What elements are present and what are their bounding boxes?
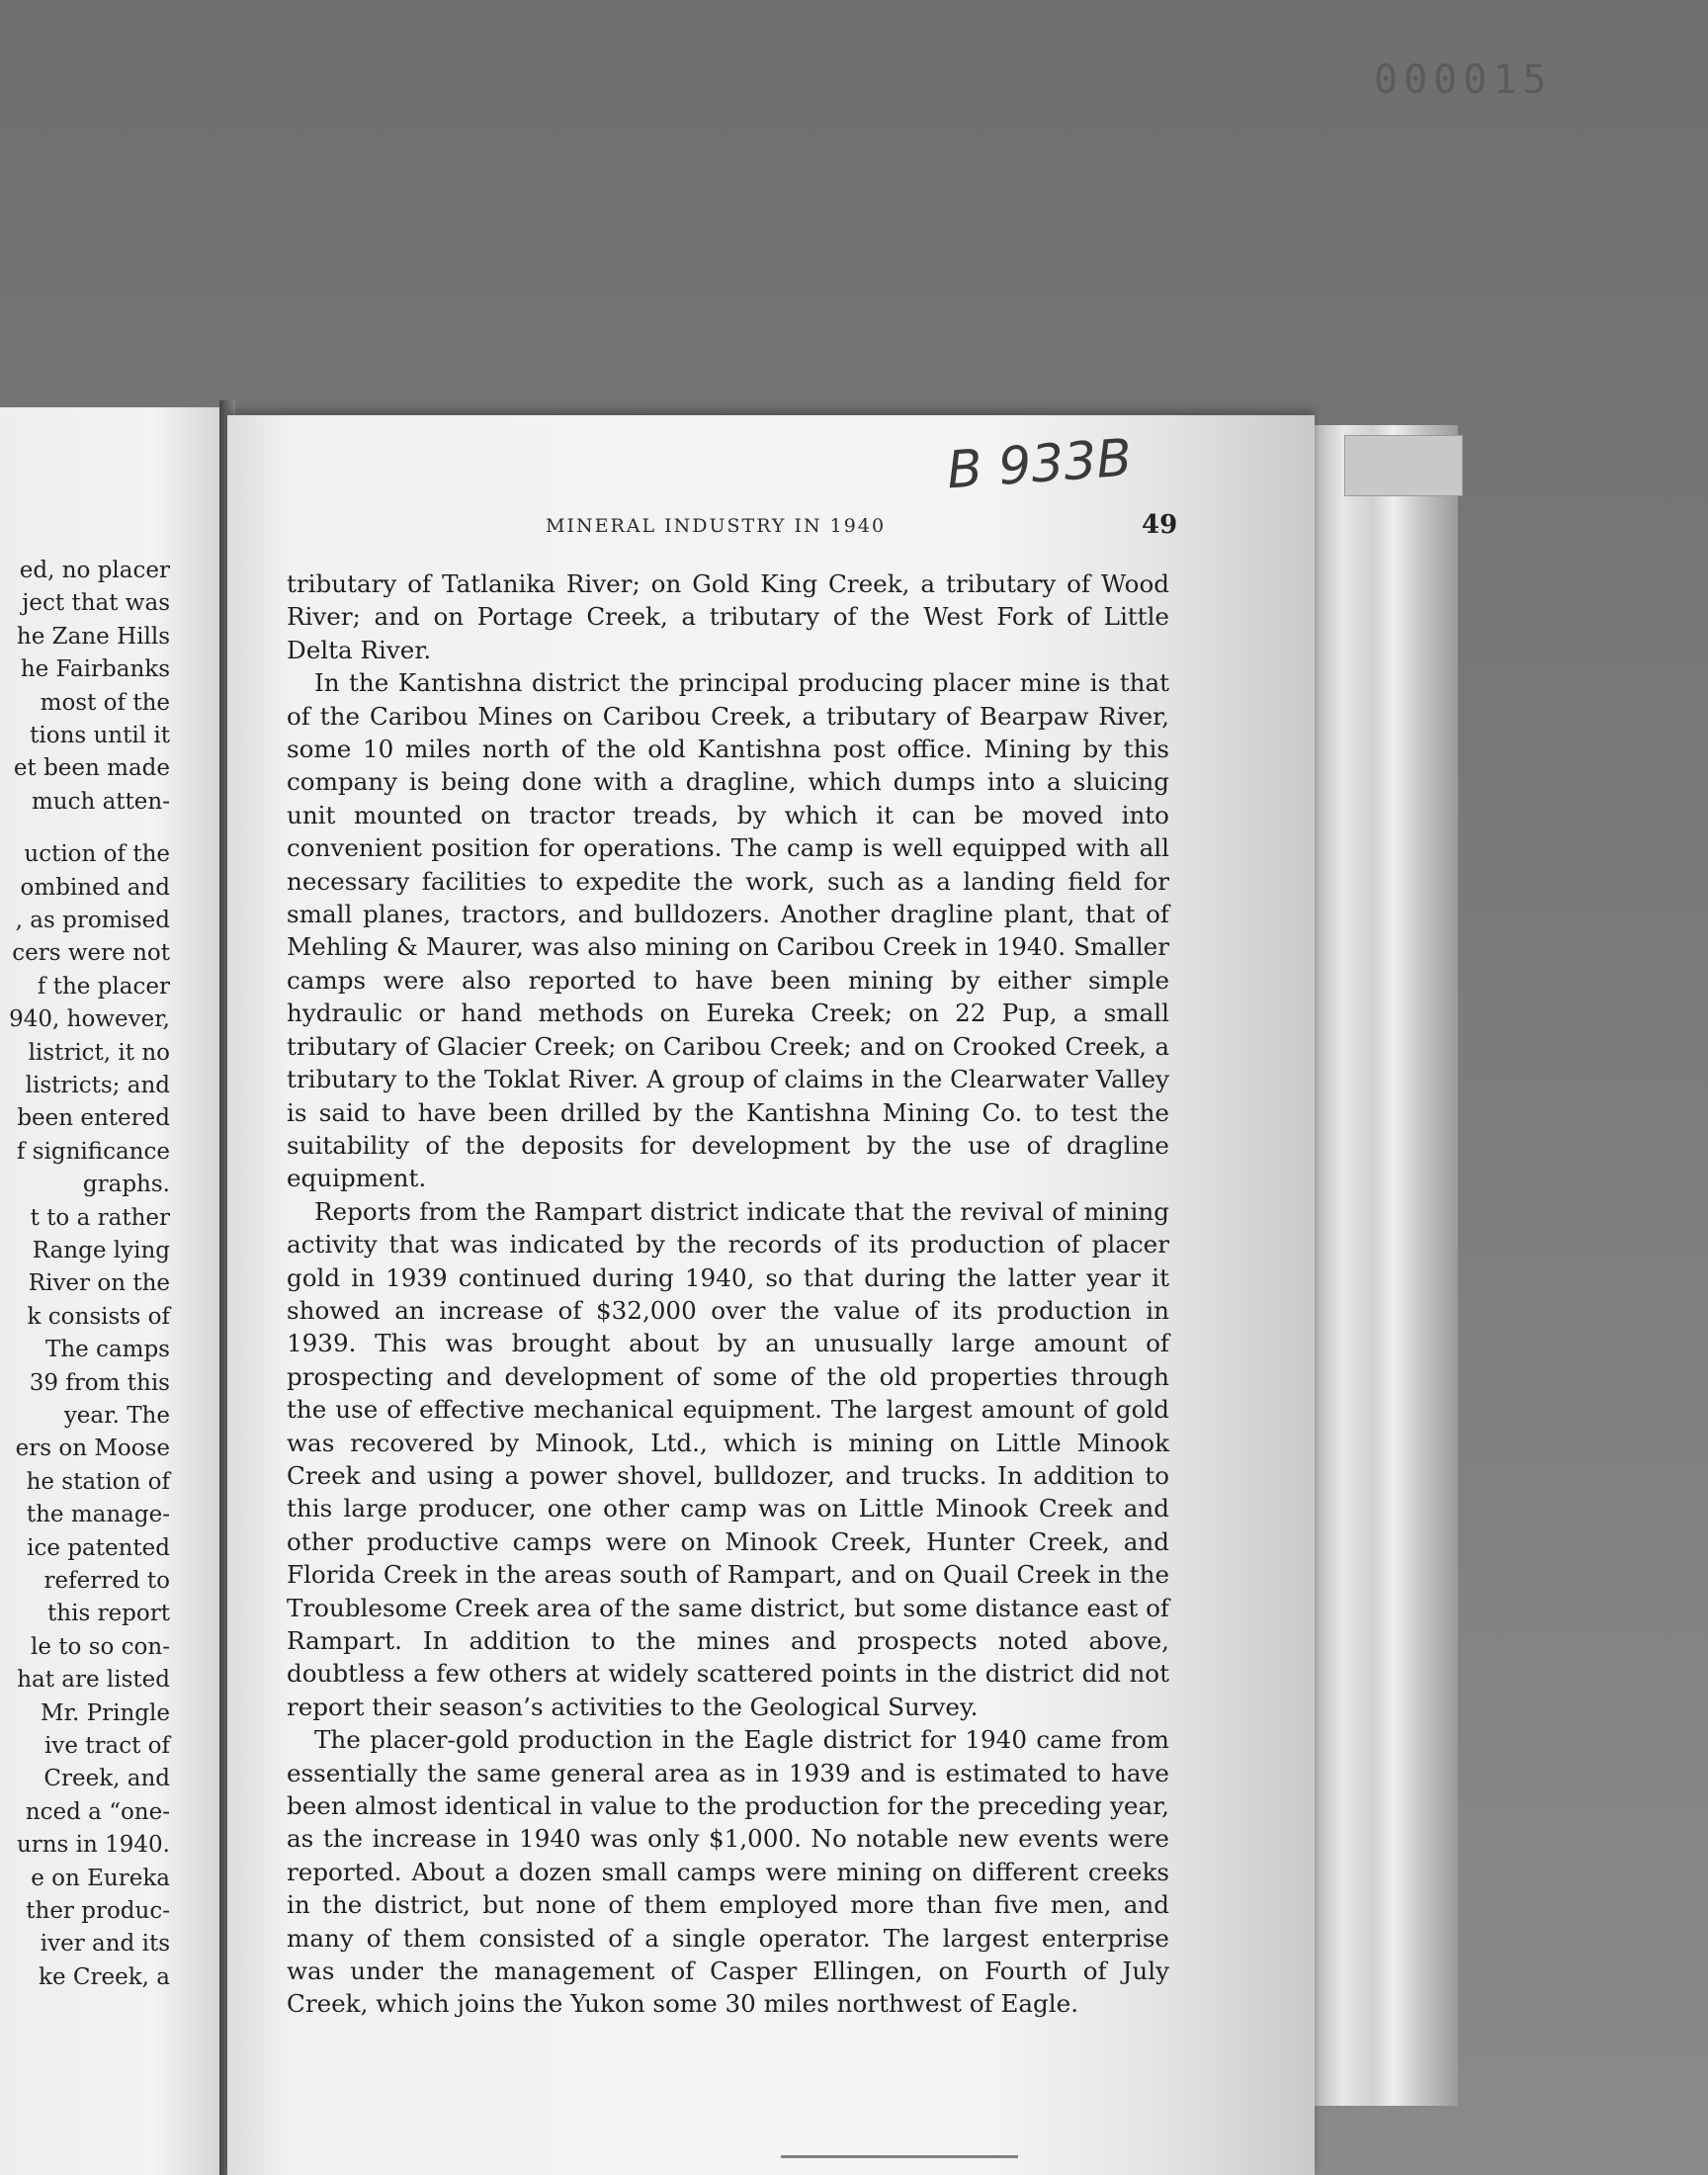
left-page-line: year. The	[63, 1403, 170, 1429]
document-stamp-number: 000015	[1374, 57, 1553, 103]
left-page-line: he Zane Hills	[16, 623, 170, 650]
paragraph: Reports from the Rampart district indicate that the revival of mining activity that was indicated by the records of its production of placer gold in 1939 continued during 1940, so that during the latter year it showed an increase of $32,000 over the value of its production in 1939. This was brought about by an unusually large amount of prospecting and development of some of the old properties through the use of effective mechanical equipment. The largest amount of gold was recovered by Minook, Ltd., which is mining on Little Minook Creek and using a power shovel, bulldozer, and trucks. In addition to this large producer, one other camp was on Little Minook Creek and other productive camps were on Minook Creek, Hunter Creek, and Florida Creek in the areas south of Rampart, and on Quail Creek in the Troublesome Creek area of the same district, but some distance east of Rampart. In addition to the mines and prospects noted above, doubtless a few others at widely scattered points in the district did not report their season’s activities to the Geological Survey.	[287, 1196, 1169, 1721]
left-page-line: f the placer	[37, 973, 170, 1000]
bottom-rule	[781, 2155, 1018, 2158]
left-page-line: River on the	[28, 1270, 170, 1297]
left-page-line: le to so con-	[31, 1633, 170, 1660]
page-edges	[1315, 425, 1458, 2106]
handwritten-note: B 933B	[945, 428, 1135, 501]
left-page-line: The camps	[44, 1337, 170, 1363]
left-page-line: most of the	[40, 689, 170, 716]
left-page-line: ed, no placer	[19, 558, 170, 583]
running-head: MINERAL INDUSTRY IN 1940	[546, 515, 887, 537]
left-page-line: ers on Moose	[15, 1436, 170, 1462]
left-page-line: et been made	[13, 755, 170, 782]
left-page-line: listricts; and	[25, 1073, 170, 1098]
left-page-line: ice patented	[27, 1534, 170, 1561]
page-number: 49	[1142, 510, 1178, 540]
left-page-line: f significance	[16, 1138, 170, 1165]
left-page-line: hat are listed	[17, 1667, 170, 1694]
left-page-line: much atten-	[31, 788, 170, 815]
left-page-line: ombined and	[20, 874, 170, 901]
left-page-line: he station of	[26, 1468, 170, 1495]
page-tab	[1344, 435, 1463, 496]
left-page-line: 39 from this	[29, 1369, 170, 1396]
left-page-line: urns in 1940.	[16, 1832, 170, 1859]
left-page	[0, 407, 223, 2175]
left-page-line: cers were not	[12, 940, 170, 967]
left-page-line: k consists of	[27, 1303, 170, 1330]
left-page-line: t to a rather	[30, 1204, 170, 1231]
left-page-line: he Fairbanks	[20, 656, 170, 683]
left-page-line: listrict, it no	[28, 1039, 170, 1066]
left-page-line: iver and its	[40, 1931, 170, 1958]
left-page-line: Mr. Pringle	[41, 1699, 170, 1726]
left-page-line: referred to	[43, 1568, 170, 1594]
paragraph: tributary of Tatlanika River; on Gold King Creek, a tributary of Wood River; and on Portage Creek, a tributary of the West Fork of Little Delta River.	[287, 569, 1169, 664]
left-page-line: ive tract of	[43, 1733, 170, 1759]
left-page-line: tions until it	[30, 723, 170, 748]
paragraph: In the Kantishna district the principal producing placer mine is that of the Caribou Mines on Caribou Creek, a tributary of Bearpaw River, some 10 miles north of the old Kantishna post office. Mining by this company is being done with a dragline, which dumps into a sluicing unit mounted on tractor treads, by which it can be moved into convenient position for operations. The camp is well equipped with all necessary facilities to expedite the work, such as a landing field for small planes, tractors, and bulldozers. Another dragline plant, that of Mehling & Maurer, was also mining on Caribou Creek in 1940. Smaller camps were also reported to have been mining by either simple hydraulic or hand methods on Eureka Creek; on 22 Pup, a small tributary of Glacier Creek; on Caribou Creek; and on Crooked Creek, a tributary to the Toklat River. A group of claims in the Clearwater Valley is said to have been drilled by the Kantishna Mining Co. to test the suitability of the deposits for development by the use of dragline equipment.	[287, 668, 1169, 1193]
body-text	[287, 567, 1169, 2021]
left-page-line: the manage-	[26, 1502, 170, 1528]
left-page-line: nced a “one-	[25, 1798, 170, 1825]
left-page-line: ject that was	[22, 590, 170, 617]
left-page-line: 940, however,	[9, 1006, 170, 1033]
left-page-line: this report	[47, 1601, 170, 1627]
left-page-line: been entered	[17, 1105, 170, 1132]
left-page-line: ther produc-	[26, 1898, 170, 1924]
left-page-line: ke Creek, a	[39, 1963, 170, 1990]
paragraph: The placer-gold production in the Eagle district for 1940 came from essentially the same general area as in 1939 and is estimated to have been almost identical in value to the production for the preceding year, as the increase in 1940 was only $1,000. No notable new events were reported. About a dozen small camps were mining on different creeks in the district, but none of them employed more than five men, and many of them consisted of a single operator. The largest enterprise was under the management of Casper Ellingen, on Fourth of July Creek, which joins the Yukon some 30 miles northwest of Eagle.	[287, 1725, 1169, 2019]
left-page-line: uction of the	[24, 841, 170, 868]
left-page-line: e on Eureka	[31, 1865, 170, 1891]
left-page-line: , as promised	[15, 908, 170, 933]
left-page-line: Range lying	[32, 1238, 170, 1263]
left-page-line: Creek, and	[43, 1766, 170, 1792]
left-page-line: graphs.	[82, 1172, 170, 1198]
